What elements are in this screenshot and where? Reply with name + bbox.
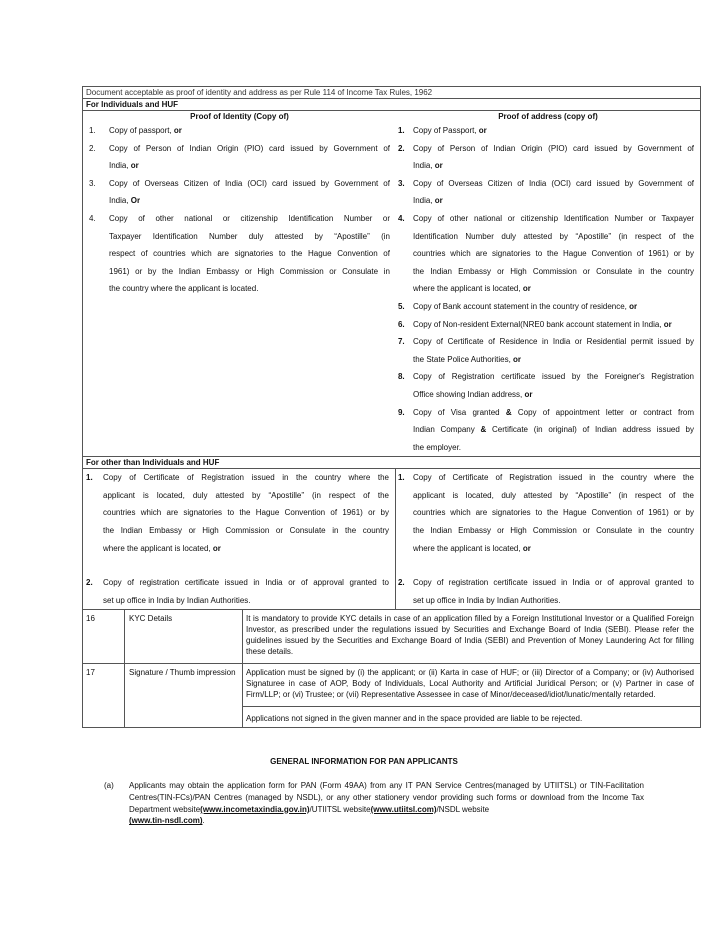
list-item xyxy=(396,175,700,210)
general-info-title: GENERAL INFORMATION FOR PAN APPLICANTS xyxy=(270,757,458,766)
incometax-link[interactable]: (www.incometaxindia.gov.in) xyxy=(200,804,310,814)
document-table xyxy=(82,86,701,728)
others-identity-list xyxy=(83,469,396,609)
list-item-text xyxy=(413,574,694,609)
list-item xyxy=(83,140,396,175)
utiitsl-link[interactable]: (www.utiitsl.com) xyxy=(370,804,437,814)
list-item-text xyxy=(413,175,694,210)
list-item-text xyxy=(413,368,694,403)
text-line: the country where the applicant is located. xyxy=(109,284,259,294)
others-heading: For other than Individuals and HUF xyxy=(83,457,700,469)
list-item xyxy=(396,316,700,334)
text-line: Office showing Indian address, or xyxy=(412,389,533,399)
individuals-heading: For Individuals and HUF xyxy=(83,99,700,111)
text-line: Copy of Passport, or xyxy=(412,126,487,135)
identity-list xyxy=(83,122,396,456)
row-label: Signature / Thumb impression xyxy=(83,664,243,727)
list-item-text xyxy=(109,122,390,140)
list-item-number: 4. xyxy=(89,213,96,223)
text-line: India, or xyxy=(109,161,139,171)
text-line: Copy of registration certificate issued in India or of approval granted to xyxy=(412,578,694,588)
text-line: Copy of Registration certificate issued by the Foreigner's Registration xyxy=(412,372,694,382)
list-item-number: 1. xyxy=(397,473,405,483)
list-item-text xyxy=(413,210,694,298)
list-item-text xyxy=(103,469,389,557)
text-line: countries which are signatories to the Hague Convention of 1961) or by xyxy=(412,249,694,259)
list-item xyxy=(83,122,396,140)
list-item-text xyxy=(413,404,694,457)
list-item-number: 8. xyxy=(397,372,405,382)
list-item-number: 9. xyxy=(397,407,405,417)
text-line: set up office in India by Indian Authorities. xyxy=(412,595,561,605)
text-line: the Indian Embassy or High Commission or Consulate in the country xyxy=(412,266,694,276)
list-item xyxy=(83,574,395,609)
signature-rules: Application must be signed by (i) the applicant; or (ii) Karta in case of HUF; or (iii) Director of a Company; or (iv) Authorised Signaturee in case of AOP, Body of Individuals, Local Authority and Artificial Juridical Person; or (v) Partner in case of Firm/LLP; or (vi) Trustee; or (vii) Representative Assessee in case of Minor/deceased/idiot/lunatic/mentally retarded. xyxy=(243,664,700,707)
text-line: set up office in India by Indian Authorities. xyxy=(103,595,251,605)
list-item xyxy=(396,140,700,175)
text-line: India, or xyxy=(412,196,443,206)
address-heading: Proof of address (copy of) xyxy=(498,112,598,121)
text-line: Copy of Bank account statement in the country of residence, or xyxy=(412,301,638,311)
list-item xyxy=(396,333,700,368)
text-line: Copy of Person of Indian Origin (PIO) card issued by Government of xyxy=(109,143,390,153)
list-item-text xyxy=(109,140,390,175)
text-line: Copy of Certificate of Registration issued in the country where the xyxy=(103,473,389,483)
item-label: (a) xyxy=(104,781,114,790)
list-item-text xyxy=(413,316,694,334)
list-item-number: 2. xyxy=(86,578,93,588)
text-line: the Indian Embassy or High Commission or Consulate in the country xyxy=(412,526,694,536)
list-item-number: 1. xyxy=(397,126,405,135)
text-line: Copy of registration certificate issued in India or of approval granted to xyxy=(103,578,389,588)
text-line: 1961) or by the Indian Embassy or High Commission or Consulate in xyxy=(109,266,390,276)
text-line: the employer. xyxy=(412,442,462,452)
list-item xyxy=(396,404,700,457)
list-item-number: 2. xyxy=(397,143,405,153)
list-item-number: 2. xyxy=(89,143,96,153)
list-item-text xyxy=(413,298,694,316)
item-text-part: Applicants may obtain the application form for PAN (Form 49AA) from any IT PAN Service Centres(managed by UTIITSL) or TIN-Facilitation Centres(TIN-FCs)/PAN Centres (managed by NSDL), or any other stationery vendor providing such forms or download from the Income Tax Department website xyxy=(129,781,644,814)
table-caption: Document acceptable as proof of identity and address as per Rule 114 of Income Tax Rules, 1962 xyxy=(83,87,700,99)
list-item-number: 1. xyxy=(86,473,93,483)
list-item-text xyxy=(413,140,694,175)
list-item xyxy=(396,469,700,557)
text-line: countries which are signatories to the Hague Convention of 1961) or by xyxy=(412,508,694,518)
text-line: Copy of Overseas Citizen of India (OCI) card issued by Government of xyxy=(412,178,694,188)
list-item-number: 3. xyxy=(397,178,405,188)
text-line: Taxpayer Identification Number duly attested by “Apostille” (in xyxy=(109,231,390,241)
text-line: the Indian Embassy or High Commission or Consulate in the country xyxy=(103,526,389,536)
text-line: Identification Number duly attested by “Apostille” (in respect of the xyxy=(412,231,694,241)
others-address-list xyxy=(396,469,700,609)
row-16-kyc xyxy=(83,610,700,664)
list-item-text xyxy=(109,210,390,298)
row-number: 17 xyxy=(83,664,125,727)
list-item-number: 3. xyxy=(89,178,96,188)
list-item xyxy=(83,175,396,210)
text-line: Copy of other national or citizenship Identification Number or Taxpayer xyxy=(412,213,694,223)
list-item-number: 5. xyxy=(397,301,405,311)
list-item-number: 7. xyxy=(397,337,405,347)
row-label: KYC Details xyxy=(83,610,243,663)
list-item-number: 2. xyxy=(397,578,405,588)
individuals-section xyxy=(83,122,700,457)
list-item-number: 1. xyxy=(89,126,96,135)
list-item xyxy=(396,574,700,609)
text-line: Copy of Certificate of Registration issued in the country where the xyxy=(412,473,694,483)
item-text-part: /NSDL website xyxy=(436,804,490,814)
text-line: Indian Company & Certificate (in original) of Indian address issued by xyxy=(412,425,694,435)
list-item xyxy=(396,122,700,140)
text-line: Copy of passport, or xyxy=(109,126,182,135)
general-info-item-a xyxy=(104,780,644,827)
text-line: Copy of Overseas Citizen of India (OCI) card issued by Government of xyxy=(109,178,390,188)
list-item xyxy=(396,210,700,298)
list-item xyxy=(396,368,700,403)
text-line: applicant is located, duly attested by “Apostille” (in respect of the xyxy=(412,490,694,500)
item-text-part: . xyxy=(202,816,205,826)
nsdl-link[interactable]: (www.tin-nsdl.com) xyxy=(129,816,203,826)
list-item-number: 6. xyxy=(397,319,405,329)
text-line: Copy of Person of Indian Origin (PIO) card issued by Government of xyxy=(412,143,694,153)
text-line: India, Or xyxy=(109,196,141,206)
item-text-part: /UTIITSL website xyxy=(309,804,371,814)
text-line: Copy of Certificate of Residence in India or Residential permit issued by xyxy=(412,337,694,347)
text-line: Copy of other national or citizenship Identification Number or xyxy=(109,213,390,223)
kyc-text: It is mandatory to provide KYC details in case of an application filled by a Foreign Institutional Investor or a Qualified Foreign Investor, as prescribed under the regulations issued by Securities and Exchange Board of India (SEBI). Please refer the guidelines issued by the Securities and Exchange Board of India (SEBI) and Prevention of Money Laundering Act for filling these details. xyxy=(246,614,694,657)
list-item-text xyxy=(413,469,694,557)
text-line: the State Police Authorities, or xyxy=(412,354,522,364)
signature-warning: Applications not signed in the given manner and in the space provided are liable to be rejected. xyxy=(246,714,583,724)
text-line: where the applicant is located, or xyxy=(103,543,221,553)
text-line: respect of countries which are signatories to the Hague Convention of xyxy=(109,249,390,259)
item-text xyxy=(129,780,644,827)
text-line: Copy of Visa granted & Copy of appointment letter or contract from xyxy=(412,407,694,417)
list-item-text xyxy=(413,333,694,368)
text-line: applicant is located, duly attested by “Apostille” (in respect of the xyxy=(103,490,389,500)
text-line: India, or xyxy=(412,161,443,171)
text-line: countries which are signatories to the Hague Convention of 1961) or by xyxy=(103,508,389,518)
text-line: Copy of Non-resident External(NRE0 bank account statement in India, or xyxy=(412,319,672,329)
row-number: 16 xyxy=(83,610,125,663)
column-headers xyxy=(83,111,700,122)
list-item-text xyxy=(109,175,390,210)
list-item-number: 4. xyxy=(397,213,405,223)
list-item xyxy=(83,210,396,298)
list-item xyxy=(396,298,700,316)
identity-heading: Proof of Identity (Copy of) xyxy=(190,112,289,121)
list-item xyxy=(83,469,395,557)
list-item-text xyxy=(413,122,694,140)
row-17-signature xyxy=(83,664,700,728)
signature-text xyxy=(243,664,700,727)
list-item-text xyxy=(103,574,389,609)
others-section xyxy=(83,469,700,610)
text-line: where the applicant is located, or xyxy=(412,284,531,294)
text-line: where the applicant is located, or xyxy=(412,543,531,553)
address-list xyxy=(396,122,700,456)
